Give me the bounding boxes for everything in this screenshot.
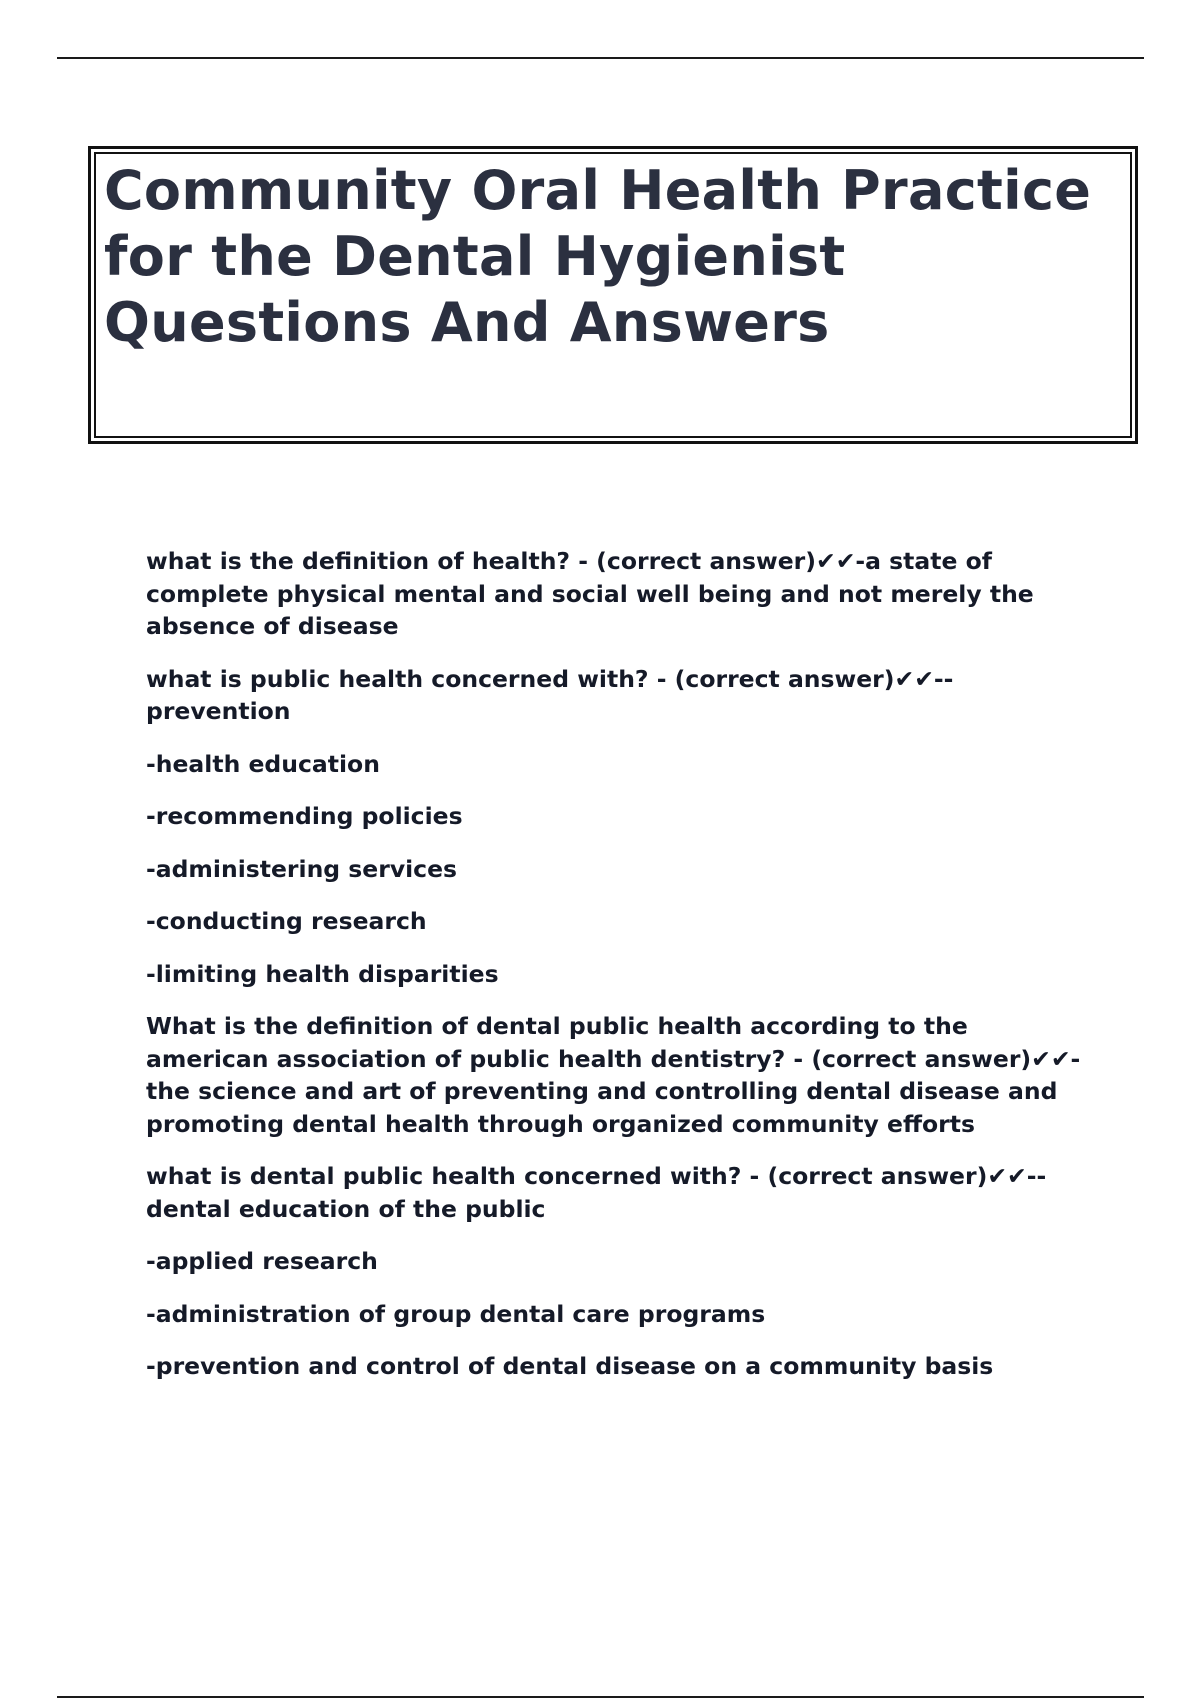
title-box-inner: [94, 152, 1132, 438]
document-title: Community Oral Health Practice for the Dental Hygienist Questions And Answers: [104, 159, 1092, 354]
title-box: [88, 146, 1138, 444]
qa-paragraph: What is the definition of dental public health according to the american association of public health dentistry? - (correct answer)✔✔-the science and art of preventing and controlling dental disease and promoting dental health through organized community efforts: [146, 1012, 1081, 1138]
qa-paragraph: what is dental public health concerned with? - (correct answer)✔✔--dental education of the public: [146, 1162, 1047, 1223]
qa-list-item: -administration of group dental care programs: [146, 1299, 766, 1328]
qa-list-item: -prevention and control of dental disease on a community basis: [146, 1352, 994, 1380]
qa-paragraph: what is public health concerned with? - (correct answer)✔✔--prevention: [146, 664, 954, 725]
qa-list-item: -limiting health disparities: [146, 959, 499, 988]
qa-list-item: -applied research: [146, 1247, 378, 1275]
qa-list-item: -health education: [146, 749, 380, 778]
qa-list-item: -conducting research: [146, 907, 427, 935]
bottom-divider: [57, 1696, 1144, 1698]
qa-list-item: -recommending policies: [146, 802, 463, 830]
top-divider: [57, 57, 1144, 59]
qa-paragraph: what is the definition of health? - (correct answer)✔✔-a state of complete physical mental and social well being and not merely the absence of disease: [146, 547, 1034, 640]
qa-list-item: -administering services: [146, 854, 458, 883]
qa-content: [146, 545, 1096, 1403]
